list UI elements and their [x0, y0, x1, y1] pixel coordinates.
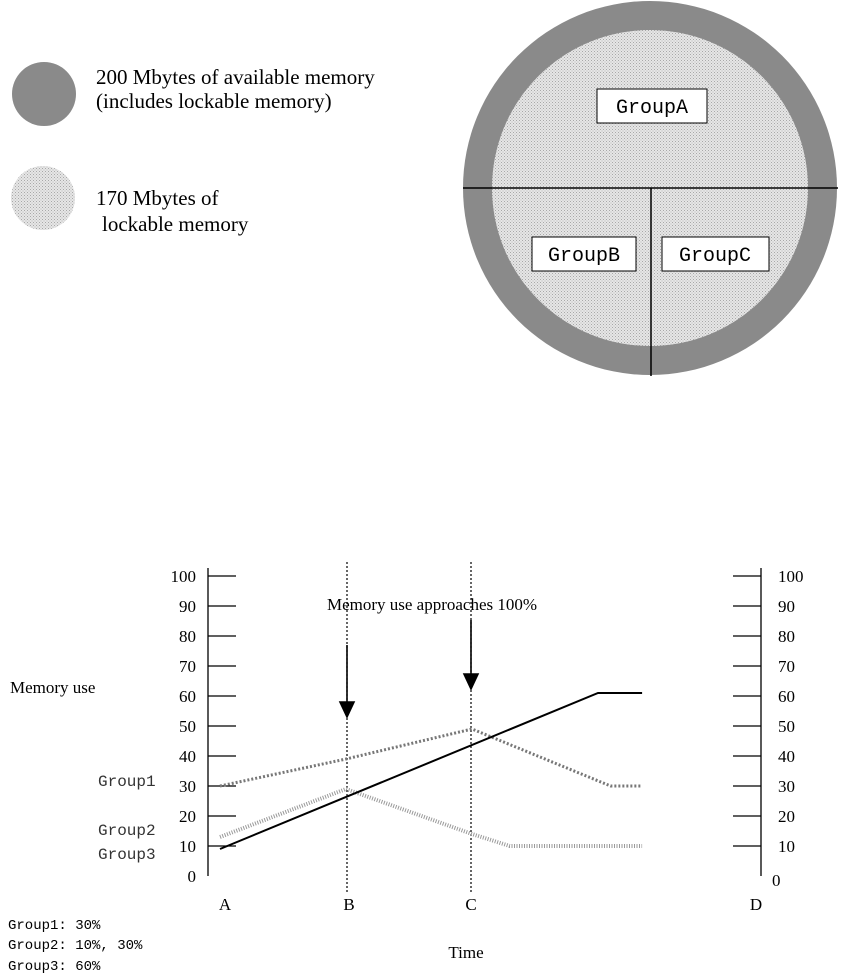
note-group1: Group1: 30% [8, 918, 101, 934]
marker-label: A [218, 895, 232, 914]
arrow-c [464, 620, 478, 689]
left-tick-label: 30 [179, 777, 196, 796]
right-tick-label: 100 [778, 567, 804, 586]
y-axis-label: Memory use [10, 678, 96, 697]
group-b-label: GroupB [547, 245, 621, 268]
left-tick-label: 0 [187, 867, 196, 886]
left-tick-label: 60 [179, 687, 196, 706]
marker-label: D [749, 895, 763, 914]
available-memory-line1: 200 Mbytes of available memory [96, 65, 375, 89]
available-memory-line2: (includes lockable memory) [96, 89, 332, 113]
memory-pool-circle [463, 1, 838, 376]
series-line-group2 [220, 789, 642, 846]
lockable-memory-line1: 170 Mbytes of [96, 186, 219, 210]
right-ticks [733, 567, 804, 890]
right-tick-label: 0 [772, 871, 781, 890]
left-tick-label: 70 [179, 657, 196, 676]
right-tick-label: 40 [778, 747, 795, 766]
marker-label: B [343, 895, 355, 914]
left-tick-label: 50 [179, 717, 196, 736]
x-axis-label: Time [448, 943, 484, 962]
left-ticks [171, 567, 237, 886]
series-label-group1: Group1 [98, 773, 156, 791]
right-tick-label: 80 [778, 627, 795, 646]
right-tick-label: 90 [778, 597, 795, 616]
right-tick-label: 10 [778, 837, 795, 856]
left-tick-label: 80 [179, 627, 196, 646]
series-label-group2: Group2 [98, 822, 156, 840]
left-tick-label: 90 [179, 597, 196, 616]
note-group3: Group3: 60% [8, 959, 101, 975]
left-tick-label: 40 [179, 747, 196, 766]
series-layer [220, 693, 642, 849]
series-line-group1 [220, 729, 642, 786]
chart-title: Memory use approaches 100% [326, 595, 538, 614]
lockable-memory-line2: lockable memory [102, 212, 249, 236]
memory-usage-chart [8, 562, 804, 975]
marker-label: C [465, 895, 477, 914]
group-c-label: GroupC [678, 245, 752, 268]
left-tick-label: 20 [179, 807, 196, 826]
right-tick-label: 60 [778, 687, 795, 706]
left-tick-label: 100 [170, 567, 196, 586]
series-label-group3: Group3 [98, 846, 156, 864]
right-tick-label: 30 [778, 777, 795, 796]
group-a-label: GroupA [615, 97, 689, 120]
arrow-b [340, 645, 354, 717]
right-tick-label: 50 [778, 717, 795, 736]
right-tick-label: 20 [778, 807, 795, 826]
left-tick-label: 10 [179, 837, 196, 856]
right-tick-label: 70 [778, 657, 795, 676]
available-memory-swatch [12, 62, 76, 126]
note-group2: Group2: 10%, 30% [8, 938, 143, 954]
lockable-memory-swatch [11, 166, 75, 230]
